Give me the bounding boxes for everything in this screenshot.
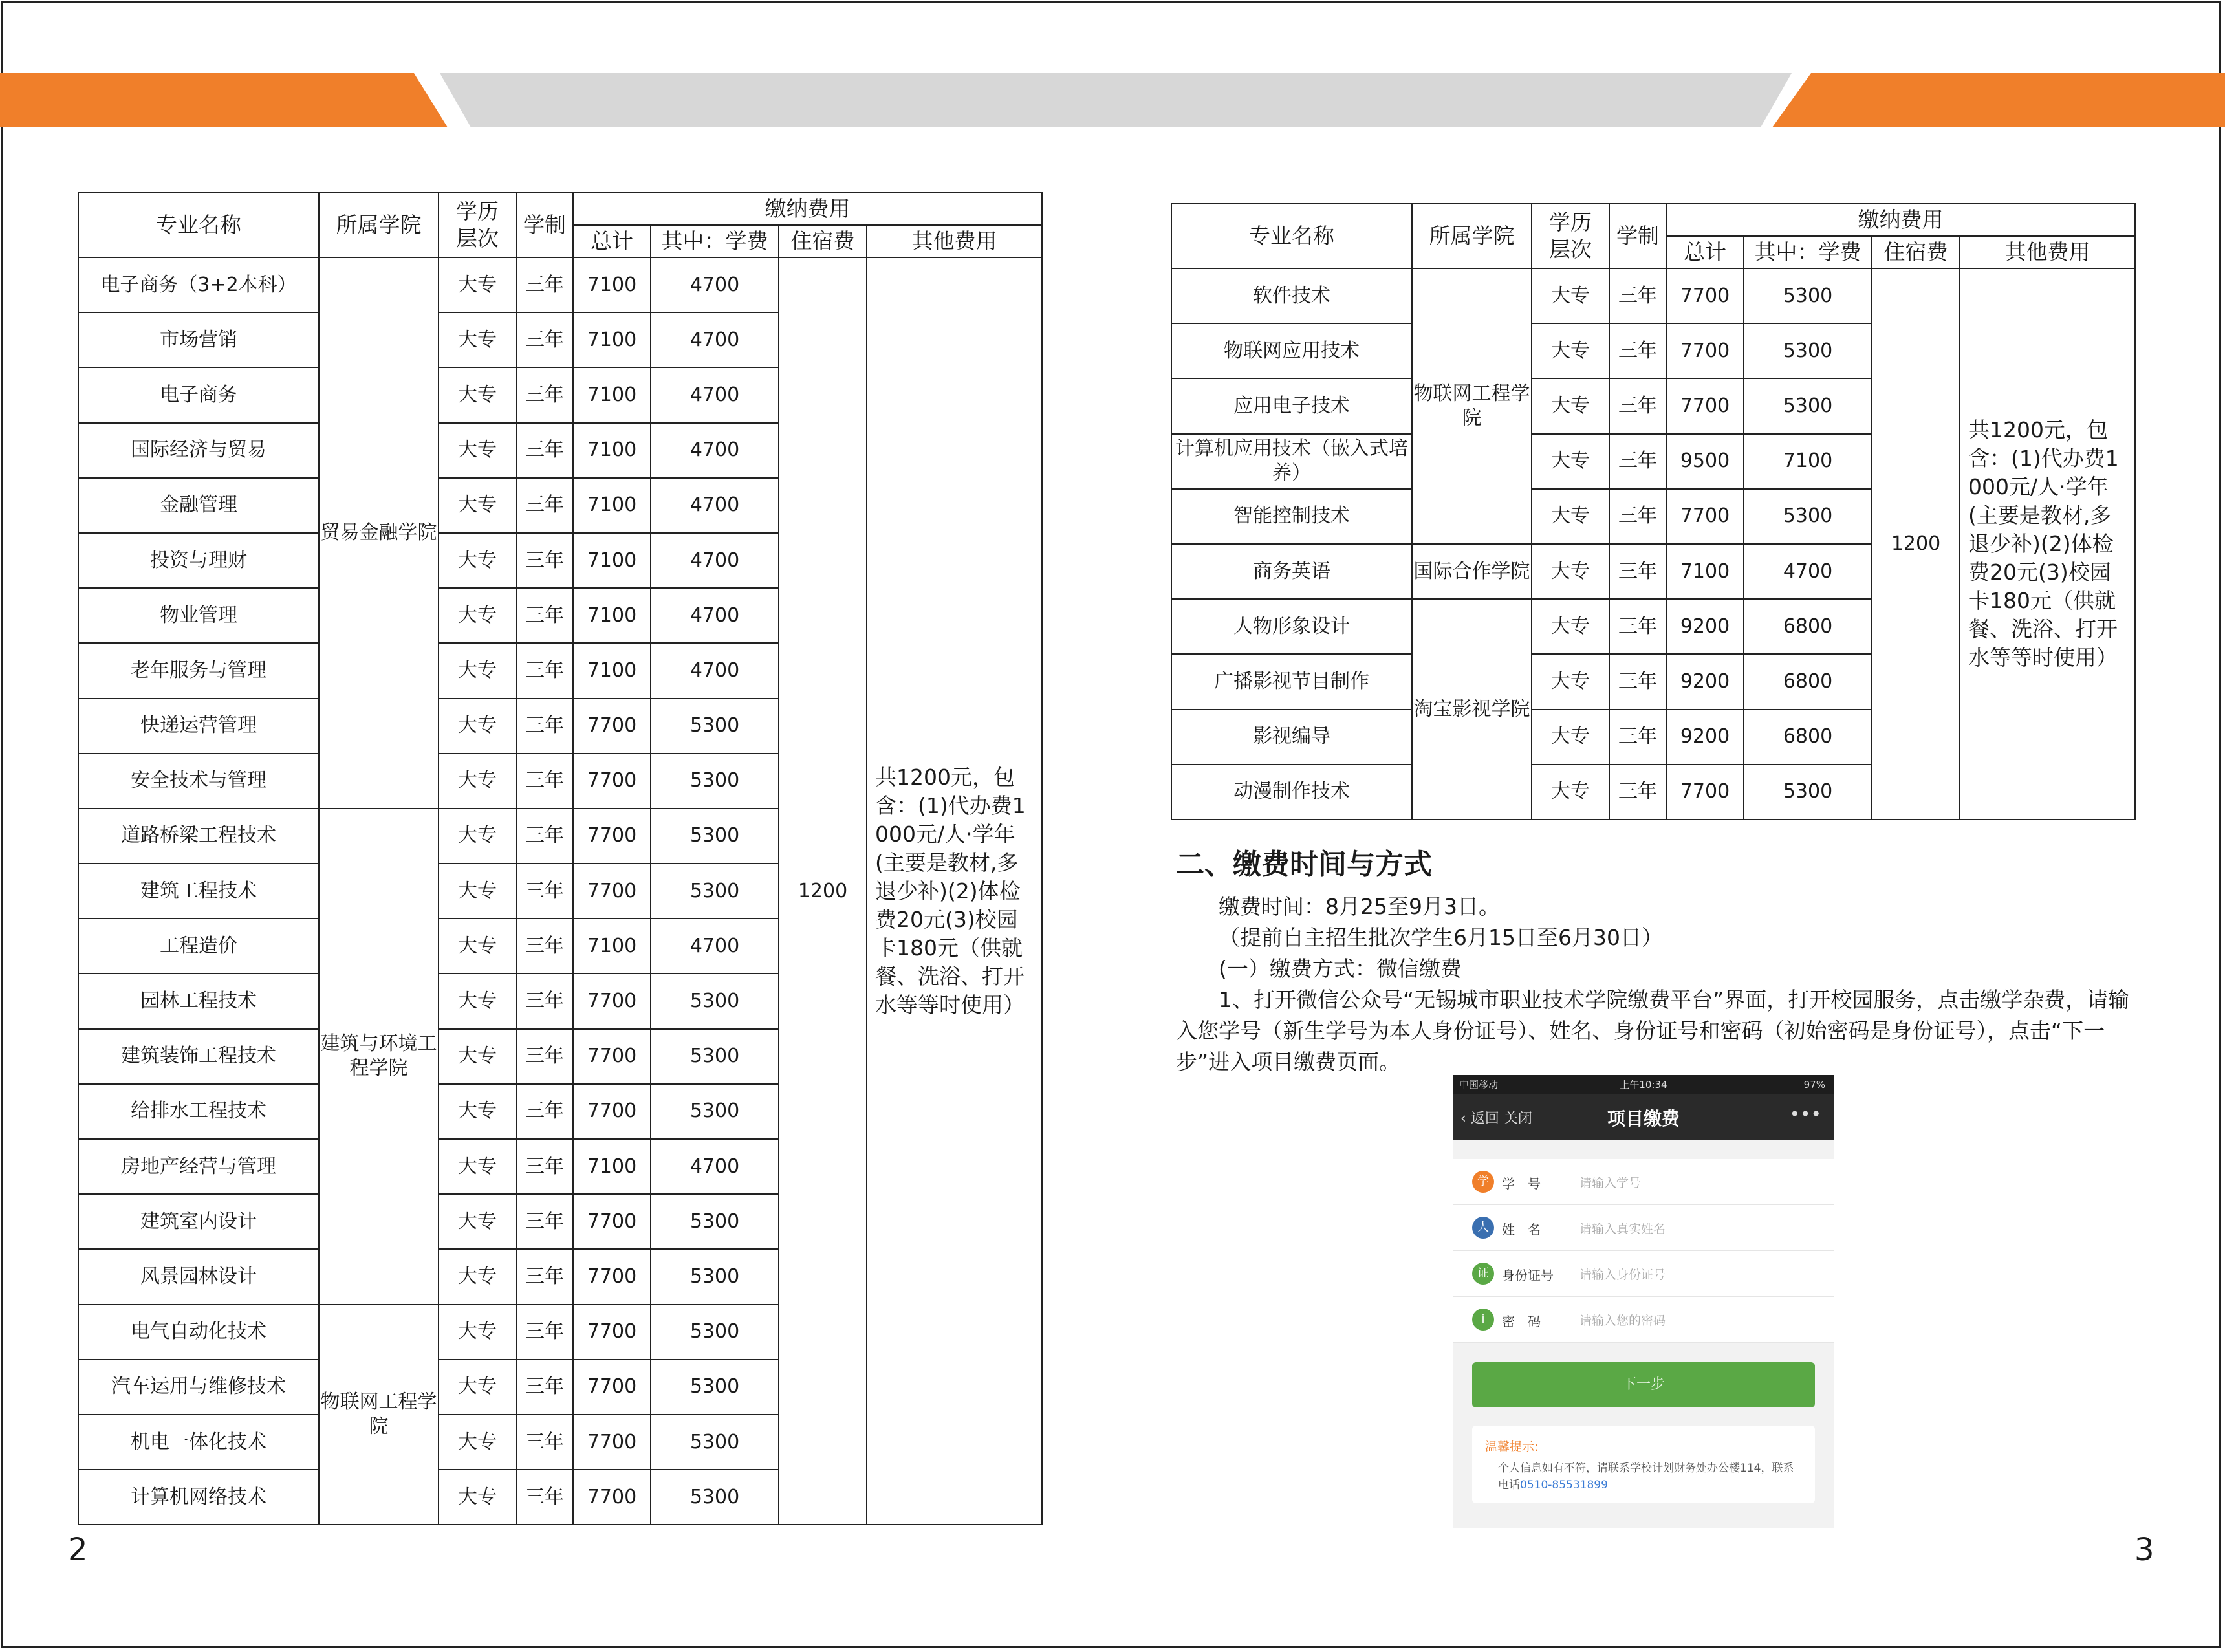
education-level: 大专 xyxy=(439,864,516,918)
college-name: 物联网工程学院 xyxy=(319,1305,439,1525)
college-name: 物联网工程学院 xyxy=(1412,268,1532,544)
fee-accommodation: 1200 xyxy=(1872,268,1960,820)
reminder-box xyxy=(1472,1426,1815,1503)
study-duration: 三年 xyxy=(1609,599,1666,654)
back-button[interactable]: ‹ 返回 关闭 xyxy=(1460,1111,1532,1127)
study-duration: 三年 xyxy=(1609,654,1666,709)
fee-total: 7700 xyxy=(573,699,651,754)
education-level: 大专 xyxy=(1532,544,1609,599)
study-duration: 三年 xyxy=(516,367,573,422)
payment-method: (一）缴费方式：微信缴费 xyxy=(1219,956,1462,981)
fee-tuition: 4700 xyxy=(651,312,779,367)
major-name: 影视编导 xyxy=(1171,710,1412,765)
phone-nav-bar xyxy=(1453,1094,1834,1140)
header-banner-middle xyxy=(440,73,1792,127)
major-name: 建筑装饰工程技术 xyxy=(78,1029,319,1084)
fee-tuition: 5300 xyxy=(651,1415,779,1470)
fee-tuition: 4700 xyxy=(651,533,779,588)
study-duration: 三年 xyxy=(1609,378,1666,433)
study-duration: 三年 xyxy=(516,1249,573,1304)
next-step-button[interactable]: 下一步 xyxy=(1472,1362,1815,1407)
education-level: 大专 xyxy=(1532,378,1609,433)
major-name: 计算机应用技术（嵌入式培养） xyxy=(1171,434,1412,489)
wechat-payment-screenshot xyxy=(1453,1075,1834,1528)
education-level: 大专 xyxy=(439,423,516,478)
fee-tuition: 5300 xyxy=(651,1305,779,1360)
study-duration: 三年 xyxy=(516,257,573,312)
major-name: 物联网应用技术 xyxy=(1171,323,1412,378)
study-duration: 三年 xyxy=(516,1305,573,1360)
fee-total: 7700 xyxy=(573,754,651,809)
fee-tuition: 4700 xyxy=(651,423,779,478)
study-duration: 三年 xyxy=(516,809,573,864)
education-level: 大专 xyxy=(439,1029,516,1084)
major-name: 软件技术 xyxy=(1171,268,1412,323)
education-level: 大专 xyxy=(439,1194,516,1249)
study-duration: 三年 xyxy=(1609,765,1666,820)
phone-page-title: 项目缴费 xyxy=(1607,1108,1680,1129)
fee-total: 7100 xyxy=(573,918,651,973)
fee-tuition: 5300 xyxy=(651,809,779,864)
fee-tuition: 5300 xyxy=(651,1194,779,1249)
form-row xyxy=(1453,1205,1834,1251)
fee-total: 7700 xyxy=(573,864,651,918)
major-name: 人物形象设计 xyxy=(1171,599,1412,654)
major-name: 工程造价 xyxy=(78,918,319,973)
fee-tuition: 5300 xyxy=(651,1470,779,1525)
education-level: 大专 xyxy=(439,257,516,312)
clock-label: 上午10:34 xyxy=(1620,1079,1667,1091)
fee-tuition: 5300 xyxy=(1744,765,1872,820)
header-other: 其他费用 xyxy=(1960,236,2135,268)
major-name: 房地产经营与管理 xyxy=(78,1139,319,1194)
major-name: 道路桥梁工程技术 xyxy=(78,809,319,864)
fee-tuition: 5300 xyxy=(1744,489,1872,544)
header-tuition: 其中：学费 xyxy=(651,225,779,257)
fee-tuition: 5300 xyxy=(1744,378,1872,433)
major-name: 应用电子技术 xyxy=(1171,378,1412,433)
form-input[interactable]: 请输入真实姓名 xyxy=(1579,1222,1666,1236)
study-duration: 三年 xyxy=(516,1194,573,1249)
fee-tuition: 6800 xyxy=(1744,710,1872,765)
major-name: 市场营销 xyxy=(78,312,319,367)
header-accommodation: 住宿费 xyxy=(1872,236,1960,268)
education-level: 大专 xyxy=(439,643,516,698)
form-label: 密 码 xyxy=(1502,1314,1541,1329)
study-duration: 三年 xyxy=(1609,268,1666,323)
study-duration: 三年 xyxy=(516,478,573,533)
form-row xyxy=(1453,1159,1834,1205)
major-name: 安全技术与管理 xyxy=(78,754,319,809)
education-level: 大专 xyxy=(1532,268,1609,323)
form-row xyxy=(1453,1297,1834,1343)
study-duration: 三年 xyxy=(516,754,573,809)
education-level: 大专 xyxy=(439,1470,516,1525)
form-label: 学 号 xyxy=(1502,1176,1541,1191)
college-name: 淘宝影视学院 xyxy=(1412,599,1532,820)
education-level: 大专 xyxy=(439,588,516,643)
payment-time: 缴费时间：8月25至9月3日。 xyxy=(1219,894,1500,919)
study-duration: 三年 xyxy=(516,423,573,478)
study-duration: 三年 xyxy=(516,1360,573,1415)
header-banner-right xyxy=(1772,73,2225,127)
fee-total: 7700 xyxy=(573,1360,651,1415)
form-input[interactable]: 请输入身份证号 xyxy=(1579,1268,1666,1282)
study-duration: 三年 xyxy=(516,699,573,754)
education-level: 大专 xyxy=(439,754,516,809)
study-duration: 三年 xyxy=(1609,489,1666,544)
form-label: 姓 名 xyxy=(1502,1222,1541,1237)
section-title: 二、缴费时间与方式 xyxy=(1176,848,1432,881)
fee-total: 9200 xyxy=(1666,710,1744,765)
education-level: 大专 xyxy=(439,1139,516,1194)
header-total: 总计 xyxy=(1666,236,1744,268)
fee-total: 7100 xyxy=(1666,544,1744,599)
fee-total: 7100 xyxy=(573,643,651,698)
college-name: 建筑与环境工程学院 xyxy=(319,809,439,1305)
fee-total: 7100 xyxy=(573,423,651,478)
fee-table-left xyxy=(78,192,1043,1525)
fee-total: 7100 xyxy=(573,478,651,533)
form-label: 身份证号 xyxy=(1502,1268,1554,1283)
study-duration: 三年 xyxy=(516,1415,573,1470)
study-duration: 三年 xyxy=(516,1139,573,1194)
more-icon[interactable]: ••• xyxy=(1789,1103,1821,1125)
fee-tuition: 5300 xyxy=(651,754,779,809)
header-major: 专业名称 xyxy=(78,193,319,257)
study-duration: 三年 xyxy=(1609,434,1666,489)
header-tuition: 其中：学费 xyxy=(1744,236,1872,268)
education-level: 大专 xyxy=(439,367,516,422)
fee-tuition: 5300 xyxy=(651,864,779,918)
table-row xyxy=(78,257,1042,312)
reminder-title: 温馨提示: xyxy=(1485,1440,1539,1454)
fee-total: 7700 xyxy=(573,973,651,1028)
study-duration: 三年 xyxy=(516,1084,573,1139)
fee-total: 9200 xyxy=(1666,654,1744,709)
reminder-text: 个人信息如有不符，请联系学校计划财务处办公楼114，联系电话0510-85531899 xyxy=(1498,1462,1794,1492)
fee-tuition: 5300 xyxy=(651,973,779,1028)
card-icon: 证 xyxy=(1472,1263,1494,1285)
fee-total: 7700 xyxy=(573,1194,651,1249)
lock-icon: i xyxy=(1472,1309,1494,1331)
college-name: 国际合作学院 xyxy=(1412,544,1532,599)
major-name: 建筑室内设计 xyxy=(78,1194,319,1249)
battery-label: 97% xyxy=(1803,1079,1825,1091)
education-level: 大专 xyxy=(439,1249,516,1304)
major-name: 建筑工程技术 xyxy=(78,864,319,918)
table-row xyxy=(1171,268,2135,323)
fee-table-right xyxy=(1171,203,2136,820)
form-input[interactable]: 请输入您的密码 xyxy=(1579,1314,1666,1328)
education-level: 大专 xyxy=(1532,710,1609,765)
form-input[interactable]: 请输入学号 xyxy=(1579,1176,1642,1190)
education-level: 大专 xyxy=(439,1415,516,1470)
fee-tuition: 4700 xyxy=(651,643,779,698)
fee-tuition: 5300 xyxy=(651,1360,779,1415)
close-button[interactable]: 关闭 xyxy=(1503,1111,1532,1127)
payment-section xyxy=(1176,842,2133,1078)
fee-total: 7700 xyxy=(1666,323,1744,378)
person-icon: 人 xyxy=(1472,1217,1494,1239)
education-level: 大专 xyxy=(439,699,516,754)
major-name: 动漫制作技术 xyxy=(1171,765,1412,820)
fee-total: 9200 xyxy=(1666,599,1744,654)
fee-tuition: 4700 xyxy=(651,478,779,533)
major-name: 汽车运用与维修技术 xyxy=(78,1360,319,1415)
education-level: 大专 xyxy=(1532,765,1609,820)
education-level: 大专 xyxy=(1532,654,1609,709)
major-name: 电气自动化技术 xyxy=(78,1305,319,1360)
header-major: 专业名称 xyxy=(1171,204,1412,268)
major-name: 电子商务（3+2本科） xyxy=(78,257,319,312)
fee-total: 7700 xyxy=(1666,378,1744,433)
early-admission-time: （提前自主招生批次学生6月15日至6月30日） xyxy=(1219,925,1663,950)
fee-total: 7700 xyxy=(573,1305,651,1360)
fee-tuition: 4700 xyxy=(1744,544,1872,599)
phone-status-bar xyxy=(1453,1075,1834,1094)
fee-total: 7700 xyxy=(573,1029,651,1084)
fee-tuition: 5300 xyxy=(651,1084,779,1139)
education-level: 大专 xyxy=(439,1305,516,1360)
study-duration: 三年 xyxy=(516,588,573,643)
fee-total: 7100 xyxy=(573,533,651,588)
major-name: 老年服务与管理 xyxy=(78,643,319,698)
education-level: 大专 xyxy=(439,478,516,533)
fee-total: 7100 xyxy=(573,588,651,643)
header-college: 所属学院 xyxy=(1412,204,1532,268)
study-duration: 三年 xyxy=(516,1470,573,1525)
fee-total: 7700 xyxy=(573,809,651,864)
study-duration: 三年 xyxy=(516,312,573,367)
major-name: 物业管理 xyxy=(78,588,319,643)
education-level: 大专 xyxy=(439,1360,516,1415)
header-level: 学历 层次 xyxy=(1532,204,1609,268)
id-icon: 学 xyxy=(1472,1171,1494,1193)
page-number-right: 3 xyxy=(2134,1532,2154,1568)
major-name: 给排水工程技术 xyxy=(78,1084,319,1139)
study-duration: 三年 xyxy=(516,643,573,698)
study-duration: 三年 xyxy=(516,864,573,918)
fee-tuition: 5300 xyxy=(651,699,779,754)
education-level: 大专 xyxy=(1532,323,1609,378)
fee-total: 7100 xyxy=(573,257,651,312)
fee-total: 7700 xyxy=(1666,489,1744,544)
major-name: 商务英语 xyxy=(1171,544,1412,599)
study-duration: 三年 xyxy=(516,973,573,1028)
education-level: 大专 xyxy=(439,1084,516,1139)
fee-total: 9500 xyxy=(1666,434,1744,489)
fee-tuition: 4700 xyxy=(651,1139,779,1194)
header-fees: 缴纳费用 xyxy=(1666,204,2135,236)
fee-tuition: 5300 xyxy=(651,1249,779,1304)
study-duration: 三年 xyxy=(1609,710,1666,765)
header-level: 学历 层次 xyxy=(439,193,516,257)
study-duration: 三年 xyxy=(516,533,573,588)
carrier-label: 中国移动 xyxy=(1459,1079,1499,1091)
fee-tuition: 4700 xyxy=(651,367,779,422)
fee-total: 7100 xyxy=(573,312,651,367)
education-level: 大专 xyxy=(439,918,516,973)
fee-total: 7700 xyxy=(573,1084,651,1139)
header-college: 所属学院 xyxy=(319,193,439,257)
header-total: 总计 xyxy=(573,225,651,257)
fee-total: 7700 xyxy=(573,1249,651,1304)
major-name: 园林工程技术 xyxy=(78,973,319,1028)
header-other: 其他费用 xyxy=(867,225,1042,257)
header-accommodation: 住宿费 xyxy=(779,225,867,257)
fee-total: 7100 xyxy=(573,1139,651,1194)
major-name: 快递运营管理 xyxy=(78,699,319,754)
fee-tuition: 5300 xyxy=(1744,268,1872,323)
major-name: 金融管理 xyxy=(78,478,319,533)
page-number-left: 2 xyxy=(68,1532,88,1568)
other-fees-note: 共1200元，包含：(1)代办费1000元/人·学年(主要是教材,多退少补)(2)体检费20元(3)校园卡180元（供就餐、洗浴、打开水等等时使用） xyxy=(867,257,1042,1525)
chevron-left-icon: ‹ xyxy=(1460,1111,1466,1127)
major-name: 计算机网络技术 xyxy=(78,1470,319,1525)
study-duration: 三年 xyxy=(1609,323,1666,378)
major-name: 机电一体化技术 xyxy=(78,1415,319,1470)
major-name: 风景园林设计 xyxy=(78,1249,319,1304)
education-level: 大专 xyxy=(1532,489,1609,544)
fee-total: 7700 xyxy=(573,1415,651,1470)
major-name: 智能控制技术 xyxy=(1171,489,1412,544)
fee-total: 7700 xyxy=(1666,268,1744,323)
fee-tuition: 5300 xyxy=(651,1029,779,1084)
fee-tuition: 6800 xyxy=(1744,599,1872,654)
major-name: 广播影视节目制作 xyxy=(1171,654,1412,709)
fee-tuition: 4700 xyxy=(651,918,779,973)
study-duration: 三年 xyxy=(516,918,573,973)
fee-tuition: 4700 xyxy=(651,257,779,312)
header-banner-left xyxy=(0,73,448,127)
education-level: 大专 xyxy=(1532,599,1609,654)
payment-form xyxy=(1453,1159,1834,1343)
study-duration: 三年 xyxy=(1609,544,1666,599)
education-level: 大专 xyxy=(439,533,516,588)
fee-accommodation: 1200 xyxy=(779,257,867,1525)
education-level: 大专 xyxy=(439,973,516,1028)
major-name: 投资与理财 xyxy=(78,533,319,588)
major-name: 国际经济与贸易 xyxy=(78,423,319,478)
fee-tuition: 6800 xyxy=(1744,654,1872,709)
education-level: 大专 xyxy=(439,312,516,367)
header-duration: 学制 xyxy=(516,193,573,257)
header-fees: 缴纳费用 xyxy=(573,193,1042,225)
form-row xyxy=(1453,1251,1834,1297)
header-duration: 学制 xyxy=(1609,204,1666,268)
other-fees-note: 共1200元，包含：(1)代办费1000元/人·学年(主要是教材,多退少补)(2)体检费20元(3)校园卡180元（供就餐、洗浴、打开水等等时使用） xyxy=(1960,268,2135,820)
fee-total: 7700 xyxy=(573,1470,651,1525)
fee-tuition: 5300 xyxy=(1744,323,1872,378)
major-name: 电子商务 xyxy=(78,367,319,422)
fee-tuition: 7100 xyxy=(1744,434,1872,489)
education-level: 大专 xyxy=(439,809,516,864)
payment-step-1: 1、打开微信公众号“无锡城市职业技术学院缴费平台”界面，打开校园服务，点击缴学杂费，请输入您学号（新生学号为本人身份证号）、姓名、身份证号和密码（初始密码是身份证号），点击“下一步”进入项目缴费页面。 xyxy=(1176,987,2130,1074)
college-name: 贸易金融学院 xyxy=(319,257,439,809)
contact-phone[interactable]: 0510-85531899 xyxy=(1520,1479,1608,1492)
fee-total: 7100 xyxy=(573,367,651,422)
fee-total: 7700 xyxy=(1666,765,1744,820)
study-duration: 三年 xyxy=(516,1029,573,1084)
fee-tuition: 4700 xyxy=(651,588,779,643)
education-level: 大专 xyxy=(1532,434,1609,489)
